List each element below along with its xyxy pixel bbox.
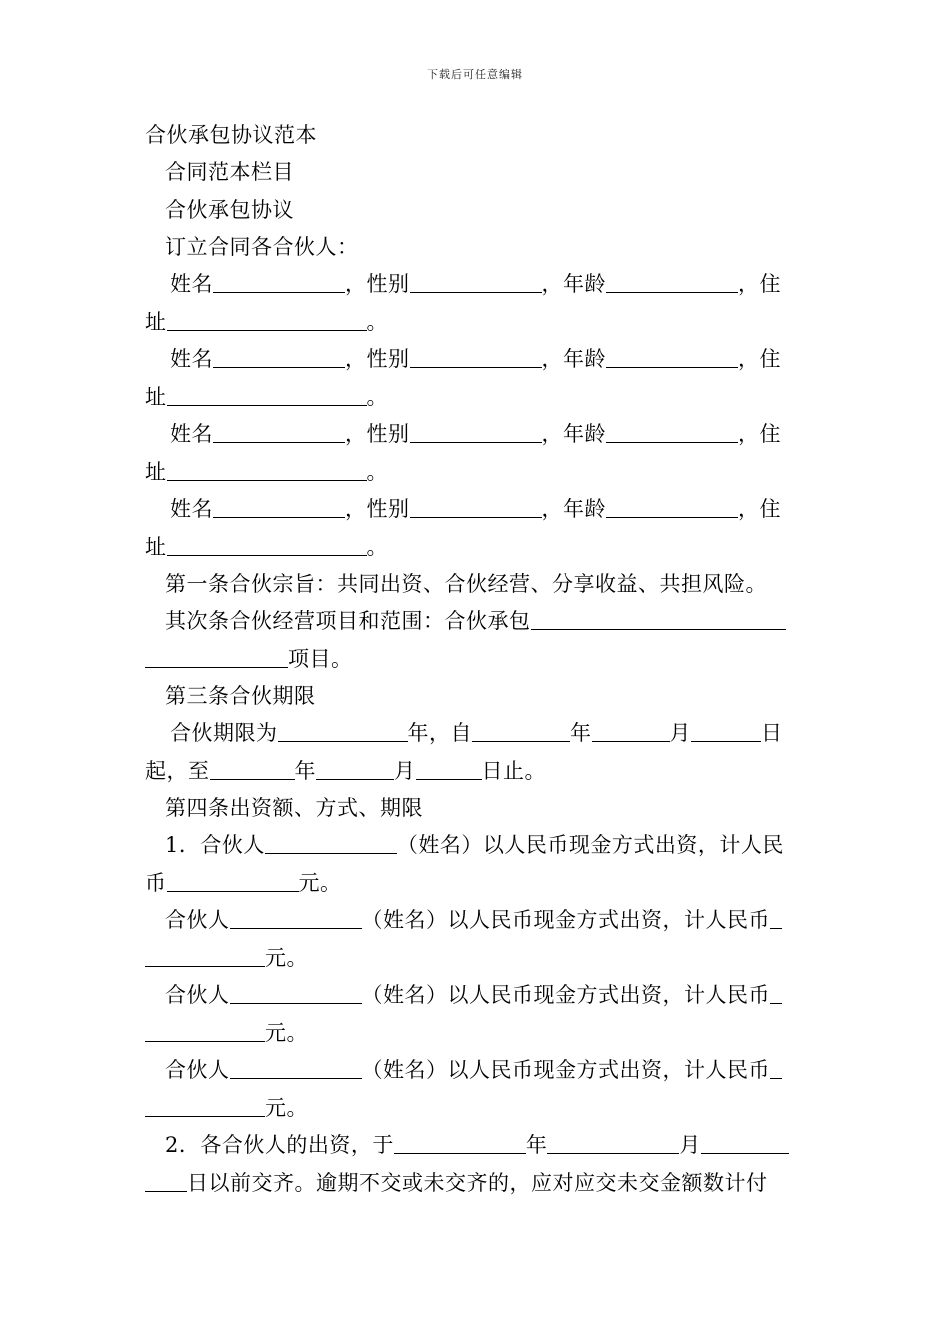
blank-field[interactable] bbox=[416, 759, 482, 780]
blank-field[interactable] bbox=[167, 385, 367, 406]
blank-field[interactable] bbox=[145, 1021, 265, 1042]
deadline-line-cont: 日以前交齐。逾期不交或未交齐的，应对应交未交金额数计付 bbox=[145, 1169, 950, 1197]
line-agreement-title: 合伙承包协议 bbox=[165, 198, 294, 222]
blank-field[interactable] bbox=[410, 422, 542, 443]
blank-field[interactable] bbox=[410, 497, 542, 518]
blank-field[interactable] bbox=[145, 647, 288, 668]
blank-field[interactable] bbox=[547, 1133, 679, 1154]
page-header: 下载后可任意编辑 bbox=[427, 68, 523, 81]
blank-field[interactable] bbox=[145, 1171, 187, 1192]
article-4: 第四条出资额、方式、期限 bbox=[165, 796, 423, 820]
partner-info-line: 姓名 ，性别 ，年龄 ，住 bbox=[170, 272, 781, 296]
article-2: 其次条合伙经营项目和范围：合伙承包 bbox=[165, 607, 950, 635]
blank-field[interactable] bbox=[213, 422, 345, 443]
partner-info-line: 姓名 ，性别 ，年龄 ，住 bbox=[170, 422, 781, 446]
blank-field[interactable] bbox=[316, 759, 394, 780]
blank-field[interactable] bbox=[167, 535, 367, 556]
article-1: 第一条合伙宗旨：共同出资、合伙经营、分享收益、共担风险。 bbox=[165, 572, 767, 596]
contribution-line-cont: 币 元。 bbox=[145, 871, 342, 895]
article-3: 第三条合伙期限 bbox=[165, 684, 316, 708]
article-3-term: 合伙期限为 年，自 年 月 日 bbox=[170, 721, 783, 745]
document-title: 合伙承包协议范本 bbox=[145, 123, 317, 147]
blank-field[interactable] bbox=[265, 833, 397, 854]
blank-field[interactable] bbox=[167, 460, 367, 481]
line-partners-intro: 订立合同各合伙人： bbox=[165, 235, 359, 259]
address-line: 址 。 bbox=[145, 385, 388, 409]
blank-field[interactable] bbox=[770, 983, 782, 1004]
address-line: 址 。 bbox=[145, 535, 388, 559]
blank-field[interactable] bbox=[770, 908, 782, 929]
blank-field[interactable] bbox=[691, 721, 761, 742]
blank-field[interactable] bbox=[145, 1096, 265, 1117]
blank-field[interactable] bbox=[606, 422, 738, 443]
contribution-line-cont: 元。 bbox=[145, 1094, 950, 1122]
blank-field[interactable] bbox=[531, 609, 786, 630]
partner-info-line: 姓名 ，性别 ，年龄 ，住 bbox=[170, 347, 781, 371]
blank-field[interactable] bbox=[410, 347, 542, 368]
deadline-line: 2．各合伙人的出资，于 年 月 bbox=[165, 1131, 950, 1159]
blank-field[interactable] bbox=[394, 1133, 526, 1154]
blank-field[interactable] bbox=[230, 983, 362, 1004]
blank-field[interactable] bbox=[213, 497, 345, 518]
blank-field[interactable] bbox=[230, 1058, 362, 1079]
contribution-line: 1．合伙人 （姓名）以人民币现金方式出资，计人民 bbox=[165, 833, 784, 857]
blank-field[interactable] bbox=[592, 721, 670, 742]
blank-field[interactable] bbox=[606, 272, 738, 293]
partner-info-line: 姓名 ，性别 ，年龄 ，住 bbox=[170, 497, 781, 521]
blank-field[interactable] bbox=[167, 871, 299, 892]
blank-field[interactable] bbox=[278, 721, 408, 742]
contribution-line: 合伙人 （姓名）以人民币现金方式出资，计人民币 bbox=[165, 981, 950, 1009]
blank-field[interactable] bbox=[213, 347, 345, 368]
blank-field[interactable] bbox=[770, 1058, 782, 1079]
blank-field[interactable] bbox=[472, 721, 570, 742]
blank-field[interactable] bbox=[210, 759, 295, 780]
blank-field[interactable] bbox=[606, 497, 738, 518]
line-contract-column: 合同范本栏目 bbox=[165, 160, 294, 184]
blank-field[interactable] bbox=[167, 310, 367, 331]
article-2-cont: 项目。 bbox=[145, 645, 950, 673]
contribution-line-cont: 元。 bbox=[145, 944, 950, 972]
blank-field[interactable] bbox=[410, 272, 542, 293]
blank-field[interactable] bbox=[230, 908, 362, 929]
contribution-line: 合伙人 （姓名）以人民币现金方式出资，计人民币 bbox=[165, 906, 950, 934]
contribution-line-cont: 元。 bbox=[145, 1019, 950, 1047]
contribution-line: 合伙人 （姓名）以人民币现金方式出资，计人民币 bbox=[165, 1056, 950, 1084]
blank-field[interactable] bbox=[213, 272, 345, 293]
blank-field[interactable] bbox=[145, 946, 265, 967]
article-3-term-cont: 起，至 年 月 日止。 bbox=[145, 759, 546, 783]
blank-field[interactable] bbox=[606, 347, 738, 368]
address-line: 址 。 bbox=[145, 460, 388, 484]
address-line: 址 。 bbox=[145, 310, 388, 334]
blank-field[interactable] bbox=[701, 1133, 789, 1154]
